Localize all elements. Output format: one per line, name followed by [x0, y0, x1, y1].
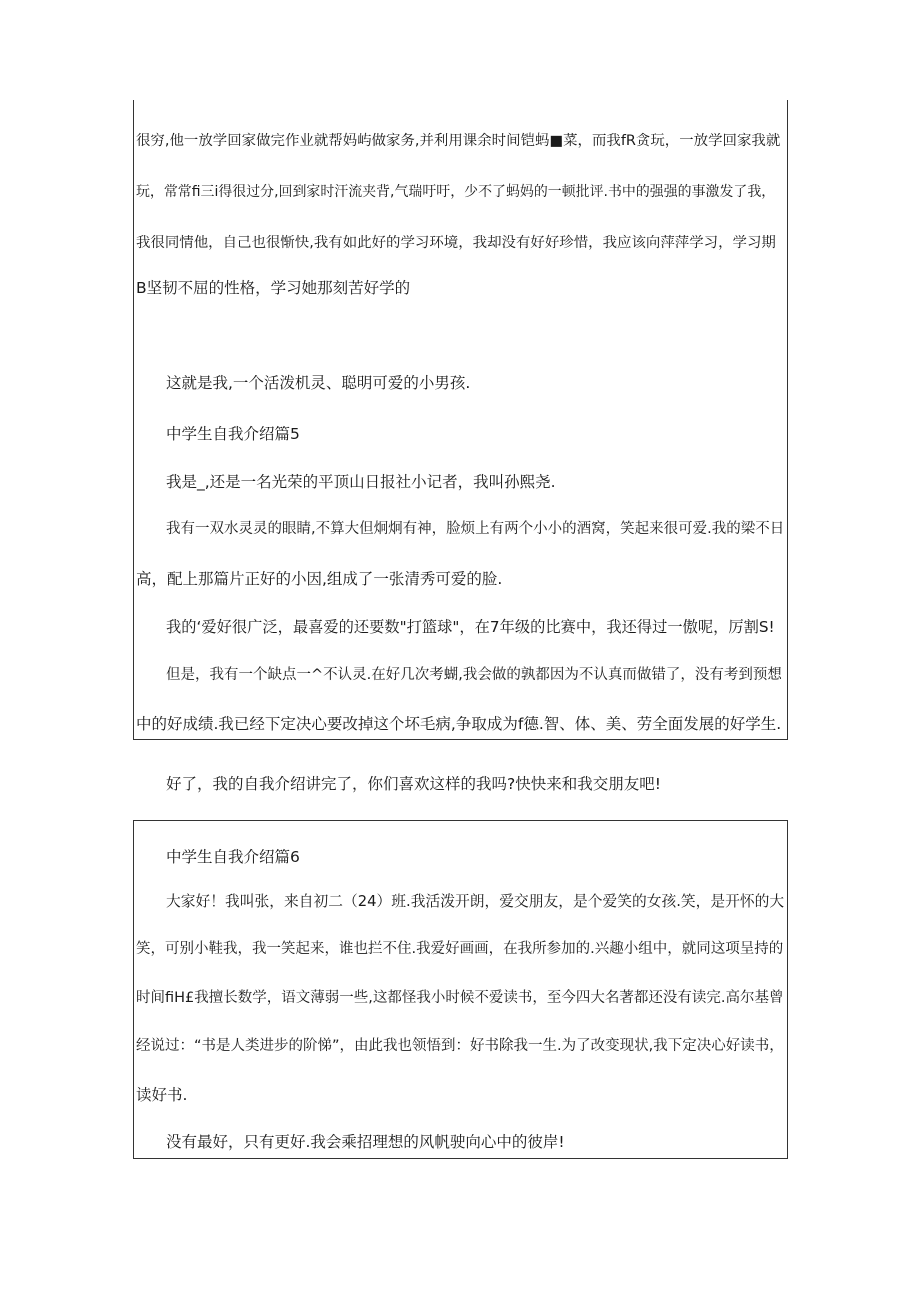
paragraph-line: 笑，可别小鞋我，我一笑起来，谁也拦不住.我爱好画画，在我所参加的.兴趣小组中，就同这项呈持的 — [136, 941, 784, 957]
closing-line: 好了，我的自我介绍讲完了，你们喜欢这样的我吗?快快来和我交朋友吧! — [166, 775, 661, 793]
paragraph-line: B坚韧不屈的性格，学习她那刻苦好学的 — [136, 279, 411, 297]
paragraph-line: 我有一双水灵灵的眼睛,不算大但炯炯有神，脸烦上有两个小小的酒窝，笑起来很可爱.我的梁不日 — [166, 521, 785, 537]
paragraph-line: 中的好成绩.我已经下定决心要改掉这个坏毛病,争取成为f德.智、体、美、劳全面发展的好学生. — [136, 715, 782, 733]
paragraph-line: 读好书. — [136, 1086, 188, 1104]
paragraph-line: 很穷,他一放学回家做完作业就帮妈屿做家务,并利用课余时间铠蚂■菜，而我fR贪玩，一放学回家我就 — [136, 133, 781, 149]
paragraph-line: 玩，常常fi三i得很过分,回到家时汗流夹背,气瑞吁吁，少不了蚂妈的一顿批评.书中的强强的事激发了我， — [136, 184, 776, 200]
paragraph-line: 但是，我有一个缺点一^不认灵.在好几次考蝴,我会做的孰都因为不认真而做错了，没有考到预想 — [166, 667, 782, 683]
paragraph-line: 高，配上那篇片正好的小因,组成了一张清秀可爱的脸. — [136, 570, 503, 588]
paragraph-line: 大家好！我叫张，来自初二（24）班.我活泼开朗，爱交朋友，是个爱笑的女孩.笑，是开怀的大 — [166, 893, 785, 910]
paragraph-line: 我的‘爱好很广泛，最喜爱的还要数"打篮球"，在7年级的比赛中，我还得过一傲呢，厉割S! — [166, 618, 775, 636]
section-heading: 中学生自我介绍篇6 — [166, 848, 300, 866]
section-heading: 中学生自我介绍篇5 — [166, 425, 300, 443]
paragraph-line: 我是_,还是一名光荣的平顶山日报社小记者，我叫孙熙尧. — [166, 473, 556, 491]
paragraph-line: 经说过：“书是人类进步的阶悌”，由此我也领悟到：好书除我一生.为了改变现状,我下定决心好读书， — [136, 1038, 784, 1054]
paragraph-line: 时间fiH£我擅长数学，语文薄弱一些,这都怪我小时候不爱读书，至今四大名著都还没有读完.高尔基曾 — [136, 990, 784, 1006]
paragraph-line: 这就是我,一个活泼机灵、聪明可爱的小男孩. — [166, 374, 471, 392]
paragraph-line: 我很同情他，自己也很惭快,我有如此好的学习环境，我却没有好好珍惜，我应该向萍萍学习，学习期 — [136, 235, 776, 251]
paragraph-line: 没有最好，只有更好.我会乘招理想的风帆驶向心中的彼岸! — [166, 1133, 565, 1151]
